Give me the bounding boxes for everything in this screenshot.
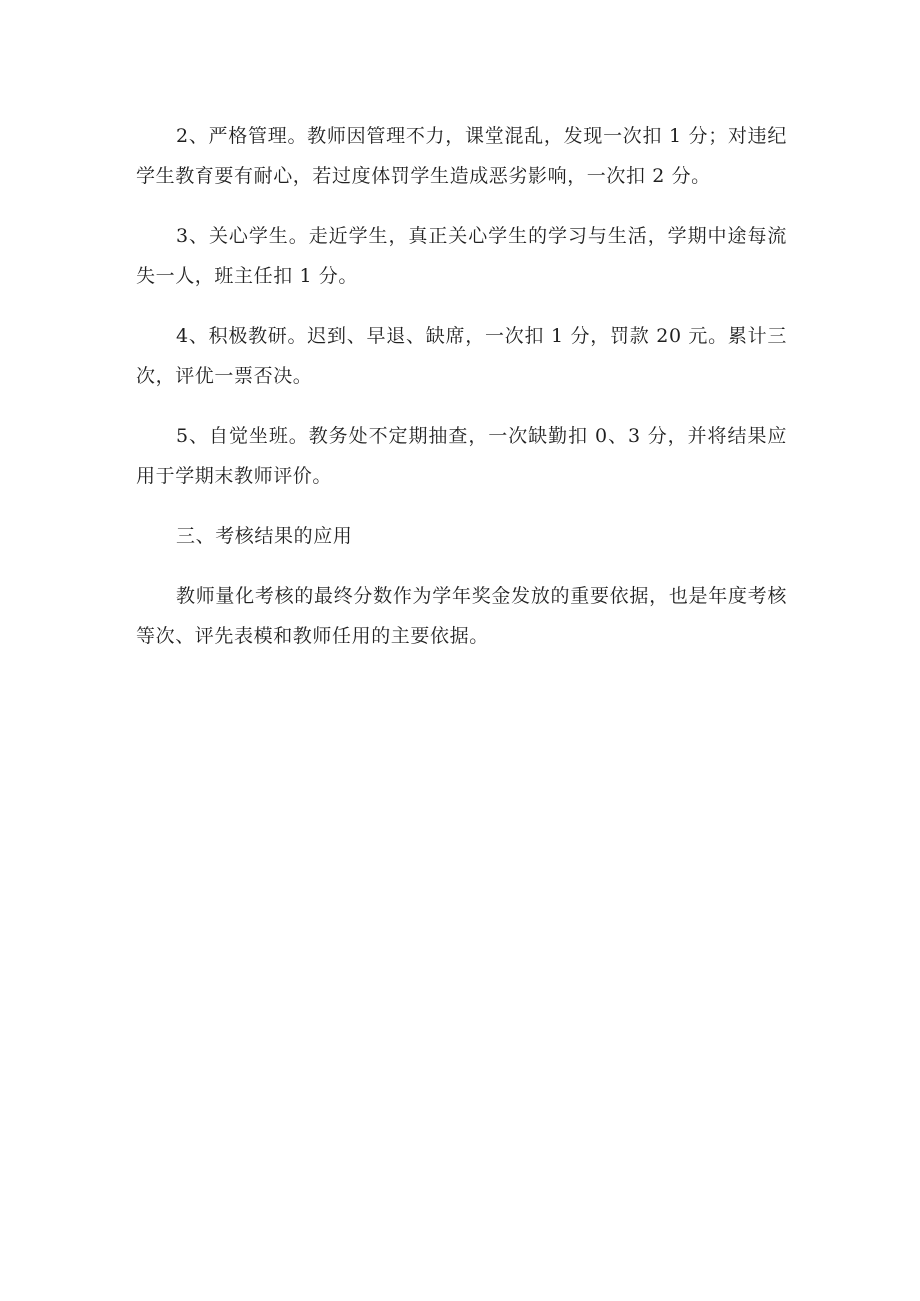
paragraph-result-application: 教师量化考核的最终分数作为学年奖金发放的重要依据，也是年度考核等次、评先表模和教师任用的主要依据。 bbox=[136, 585, 787, 647]
paragraph-office-attendance: 5、自觉坐班。教务处不定期抽查，一次缺勤扣 0、3 分，并将结果应用于学期末教师评价。 bbox=[136, 425, 787, 487]
section-heading: 三、考核结果的应用 bbox=[176, 525, 353, 547]
document-body bbox=[136, 116, 787, 676]
paragraph-care-students: 3、关心学生。走近学生，真正关心学生的学习与生活，学期中途每流失一人，班主任扣 1 分。 bbox=[136, 225, 787, 287]
paragraph-teaching-research: 4、积极教研。迟到、早退、缺席，一次扣 1 分，罚款 20 元。累计三次，评优一票否决。 bbox=[136, 325, 787, 387]
paragraph-strict-management: 2、严格管理。教师因管理不力，课堂混乱，发现一次扣 1 分；对违纪学生教育要有耐心，若过度体罚学生造成恶劣影响，一次扣 2 分。 bbox=[136, 125, 787, 187]
